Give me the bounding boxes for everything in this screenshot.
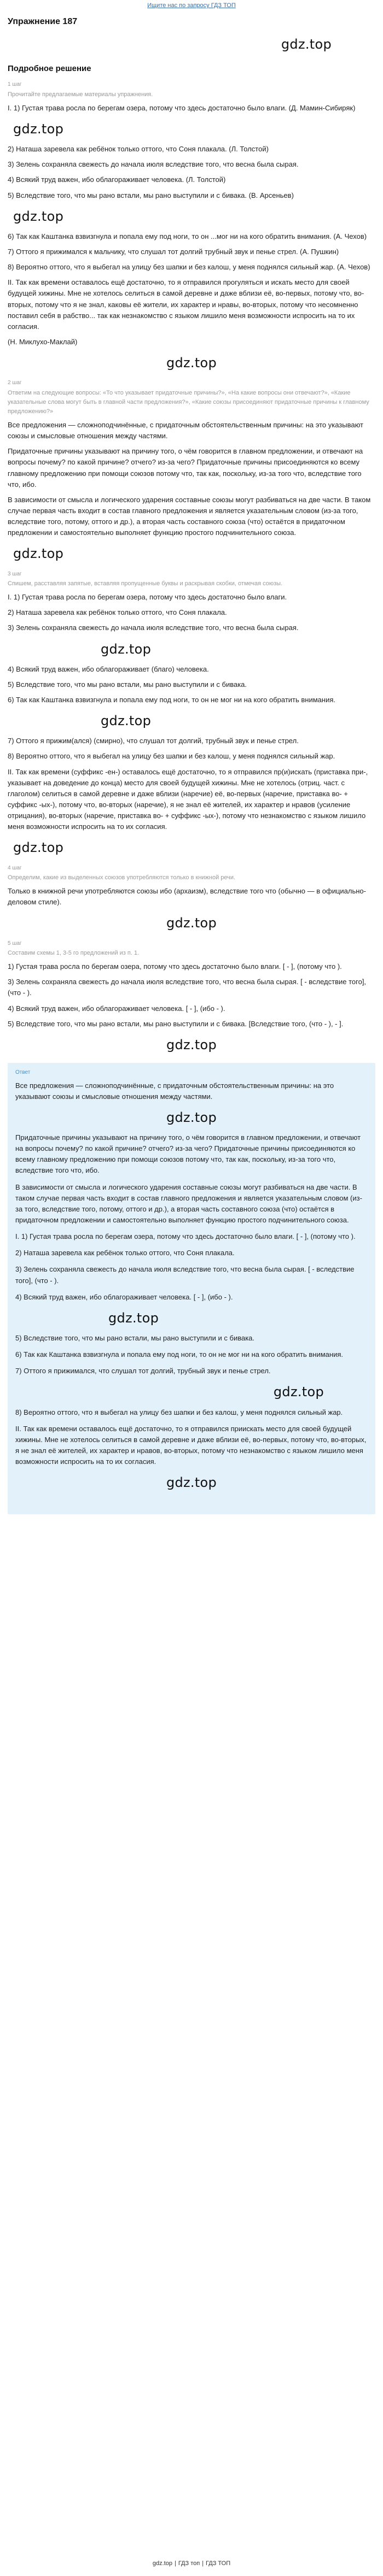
footer-link[interactable]: ГДЗ ТОП bbox=[206, 2560, 231, 2567]
paragraph: В зависимости от смысла и логического ударения составные союзы могут разбиваться на две части. В таком случае первая часть входит в состав главного предложения и является указательным словом (из-за того, вследствие того, потому, оттого и др.), а вторая часть составного союза (что) остаётся в придаточном предложении и самостоятельно выполняет функцию простого подчинительного союза. bbox=[8, 495, 371, 537]
step-2 bbox=[8, 379, 375, 538]
footer: gdz.top | ГДЗ топ | ГДЗ ТОП bbox=[152, 2560, 231, 2567]
paragraph: 2) Наташа заревела как ребёнок только оттого, что Соня плакала. bbox=[8, 608, 227, 617]
step-3 bbox=[8, 570, 375, 833]
paragraph: I. 1) Густая трава росла по берегам озера, потому что здесь достаточно было влаги. [ - ], (потому что ). bbox=[15, 1232, 356, 1241]
watermark: gdz.top bbox=[166, 1037, 217, 1052]
paragraph: Придаточные причины указывают на причину того, о чём говорится в главном предложении, и отвечают на вопросы почему? по какой причине? отчего? из-за чего? Придаточные причины присоединяются ко всему главному предложению при помощи союзов потому что, так как, поскольку, из-за того что, вследствие того что, ибо. bbox=[8, 447, 363, 489]
paragraph: 2) Наташа заревела как ребёнок только оттого, что Соня плакала. (Л. Толстой) bbox=[8, 145, 269, 154]
solution-heading: Подробное решение bbox=[8, 63, 91, 73]
paragraph: II. Так как времени оставалось ещё достаточно, то я отправился приискать место для своей будущей хижины. Мне не хотелось селиться в самой деревне и даже вблизи её, во-первых, потому что, во-вторых, я не знал её жителей, их характер и нравов, во-вторых, потому что незнакомство с языком лишило меня возможности испросить на то их согласия. bbox=[15, 1424, 367, 1466]
answer-block bbox=[8, 1063, 375, 1514]
step-label: 1 шаг bbox=[8, 81, 22, 88]
watermark: gdz.top bbox=[13, 208, 64, 224]
paragraph: 3) Зелень сохраняла свежесть до начала июля вследствие того, что весна была сырая. bbox=[8, 624, 299, 632]
page-title: Упражнение 187 bbox=[8, 17, 78, 26]
paragraph: 3) Зелень сохраняла свежесть до начала июля вследствие того, что весна была сырая. bbox=[8, 160, 299, 169]
paragraph: Придаточные причины указывают на причину того, о чём говорится в главном предложении, и отвечают на вопросы почему? по какой причине? отчего? из-за чего? Придаточные причины присоединяются ко всему главному предложению при помощи союзов потому что, так как, поскольку, из-за того что, вследствие того что, ибо. bbox=[15, 1133, 361, 1175]
watermark: gdz.top bbox=[101, 713, 152, 729]
paragraph: 2) Наташа заревела как ребёнок только оттого, что Соня плакала. bbox=[15, 1249, 235, 1257]
step-intro: Составим схемы 1, 3-5 го предложений из п. 1. bbox=[8, 950, 140, 957]
watermark: gdz.top bbox=[166, 1109, 217, 1125]
paragraph: 3) Зелень сохраняла свежесть до начала июля вследствие того, что весна была сырая. [ - вследствие того], (что - ). bbox=[8, 978, 367, 997]
paragraph: I. 1) Густая трава росла по берегам озера, потому что здесь достаточно было влаги. (Д. Мамин-Сибиряк) bbox=[8, 103, 356, 112]
step-intro: Прочитайте предлагаемые материалы упражнения. bbox=[8, 91, 153, 98]
step-label: 2 шаг bbox=[8, 380, 22, 386]
paragraph: 7) Оттого я прижимался к мальчику, что слушал тот долгий трубный звук и пенье стрел. (А. Пушкин) bbox=[8, 248, 339, 256]
watermark: gdz.top bbox=[108, 1310, 159, 1326]
paragraph: 4) Всякий труд важен, ибо облагораживает человека. [ - ], (ибо - ). bbox=[15, 1292, 233, 1301]
paragraph: II. Так как времени оставалось ещё достаточно, то я отправился прогуляться и искать место для своей будущей хижины. Мне не хотелось селиться в самой деревне и даже вблизи её, во-первых, потому что, во-вторых, потому что я не знал, каковы её жители, их характер и нравы, во-вторых, потому что несомненно поставил себя в рабство... так как незнакомство с языком лишило меня возможности испросить на то их согласия. bbox=[8, 278, 364, 331]
step-intro: Определим, какие из выделенных союзов употребляются только в книжной речи. bbox=[8, 874, 236, 881]
step-intro: Спишем, расставляя запятые, вставляя пропущенные буквы и раскрывая скобки, отмечая союзы. bbox=[8, 580, 283, 587]
paragraph: 5) Вследствие того, что мы рано встали, мы рано выступили и с бивака. bbox=[15, 1334, 255, 1343]
paragraph: 8) Вероятно оттого, что я выбегал на улицу без шапки и без калош, у меня поднялся сильный жар. bbox=[8, 752, 335, 761]
paragraph: Только в книжной речи употребляются союзы ибо (архаизм), вследствие того что (обычно — в официально-деловом стиле). bbox=[8, 887, 366, 907]
watermark: gdz.top bbox=[13, 546, 64, 562]
answer-label: Ответ bbox=[15, 1069, 31, 1076]
paragraph: 6) Так как Каштанка взвизгнула и попала ему под ноги, то он не мог ни на кого обратить внимания. bbox=[8, 695, 335, 704]
step-label: 3 шаг bbox=[8, 571, 22, 577]
paragraph: 4) Всякий труд важен, ибо облагораживает (благо) человека. bbox=[8, 664, 209, 673]
paragraph: Все предложения — сложноподчинённые, с придаточным обстоятельственным причины: на это указывают союзы и смысловые отношения между частями. bbox=[8, 420, 363, 440]
paragraph: 5) Вследствие того, что мы рано встали, мы рано выступили и с бивака. bbox=[8, 680, 247, 689]
paragraph: 1) Густая трава росла по берегам озера, потому что здесь достаточно было влаги. [ - ], (потому что ). bbox=[8, 962, 342, 971]
watermark: gdz.top bbox=[13, 840, 64, 856]
watermark: gdz.top bbox=[273, 1384, 324, 1400]
paragraph: 4) Всякий труд важен, ибо облагораживает человека. (Л. Толстой) bbox=[8, 175, 226, 184]
paragraph: (Н. Миклухо-Маклай) bbox=[8, 337, 78, 346]
paragraph: В зависимости от смысла и логического ударения составные союзы могут разбиваться на две части. В таком случае первая часть входит в состав главного предложения и является указательным словом (из-за того, вследствие того, потому, оттого и др.), а вторая часть составного союза (что) остаётся в придаточном предложении и самостоятельно выполняет функцию простого подчинительного союза. bbox=[15, 1183, 362, 1225]
top-banner[interactable]: Ищите нас по запросу ГДЗ ТОП bbox=[147, 2, 236, 9]
paragraph: 4) Всякий труд важен, ибо облагораживает человека. [ - ], (ибо - ). bbox=[8, 1004, 225, 1013]
paragraph: 3) Зелень сохраняла свежесть до начала июля вследствие того, что весна была сырая. [ - вследствие того], (что - ). bbox=[15, 1265, 355, 1285]
paragraph: I. 1) Густая трава росла по берегам озера, потому что здесь достаточно было влаги. bbox=[8, 593, 287, 602]
paragraph: 6) Так как Каштанка взвизгнула и попала ему под ноги, то он не мог ни на кого обратить внимания. bbox=[15, 1350, 343, 1359]
paragraph: 5) Вследствие того, что мы рано встали, мы рано выступили и с бивака. (В. Арсеньев) bbox=[8, 191, 294, 199]
paragraph: 6) Так как Каштанка взвизгнула и попала ему под ноги, то он ...мог ни на кого обратить внимания. (А. Чехов) bbox=[8, 232, 367, 240]
step-1 bbox=[8, 80, 375, 348]
watermark: gdz.top bbox=[13, 121, 64, 137]
watermark: gdz.top bbox=[281, 36, 332, 52]
watermark: gdz.top bbox=[166, 355, 217, 371]
paragraph: 7) Оттого я прижим(ался) (смирно), что слушал тот долгий, трубный звук и пенье стрел. bbox=[8, 737, 299, 745]
paragraph: 7) Оттого я прижимался, что слушал тот долгий, трубный звук и пенье стрел. bbox=[15, 1367, 271, 1375]
step-5 bbox=[8, 939, 375, 1030]
paragraph: 8) Вероятно оттого, что я выбегал на улицу без шапки и без калош, у меня поднялся сильный жар. bbox=[15, 1408, 343, 1416]
watermark: gdz.top bbox=[101, 641, 152, 657]
paragraph: 8) Вероятно оттого, что я выбегал на улицу без шапки и без калош, у меня поднялся сильный жар. (А. Чехов) bbox=[8, 263, 370, 272]
watermark: gdz.top bbox=[166, 1475, 217, 1491]
watermark: gdz.top bbox=[166, 915, 217, 931]
step-label: 5 шаг bbox=[8, 940, 22, 946]
footer-link[interactable]: gdz.top bbox=[152, 2560, 172, 2567]
paragraph: 5) Вследствие того, что мы рано встали, мы рано выступили и с бивака. [Вследствие того, (что - ), - ]. bbox=[8, 1019, 344, 1028]
solution-content bbox=[0, 34, 383, 1514]
step-intro: Ответим на следующие вопросы: «То что указывает придаточные причины?», «На какие вопросы они отвечают?», «Какие указательные слова могут быть в главной части предложения?», «Какие союзы присоединяют придаточные причины к главному предложению?» bbox=[8, 389, 369, 415]
step-label: 4 шаг bbox=[8, 864, 22, 871]
paragraph: II. Так как времени (суффикс -ен-) оставалось ещё достаточно, то я отправился пр(и)искать (приставка при-, указывает на доведение до конца) место для своей будущей хижины. Мне не хотелось (отриц. част. с глаголом) селиться в самой деревне и даже вблизи (наречие) её, во-первых (наречие, приставка во- + суффикс -ых-), потому что, во-вторых (наречие), я не знал её жителей, их характер и нравов (усиление отрицания), во-вторых (наречие, приставка во- + суффикс -ых-), потому что незнакомство с языком лишило меня возможности испросить на то их согласия. bbox=[8, 767, 368, 831]
paragraph: Все предложения — сложноподчинённые, с придаточным обстоятельственным причины: на это указывают союзы и смысловые отношения между частями. bbox=[15, 1081, 334, 1101]
footer-link[interactable]: ГДЗ топ bbox=[178, 2560, 200, 2567]
step-4 bbox=[8, 864, 375, 908]
